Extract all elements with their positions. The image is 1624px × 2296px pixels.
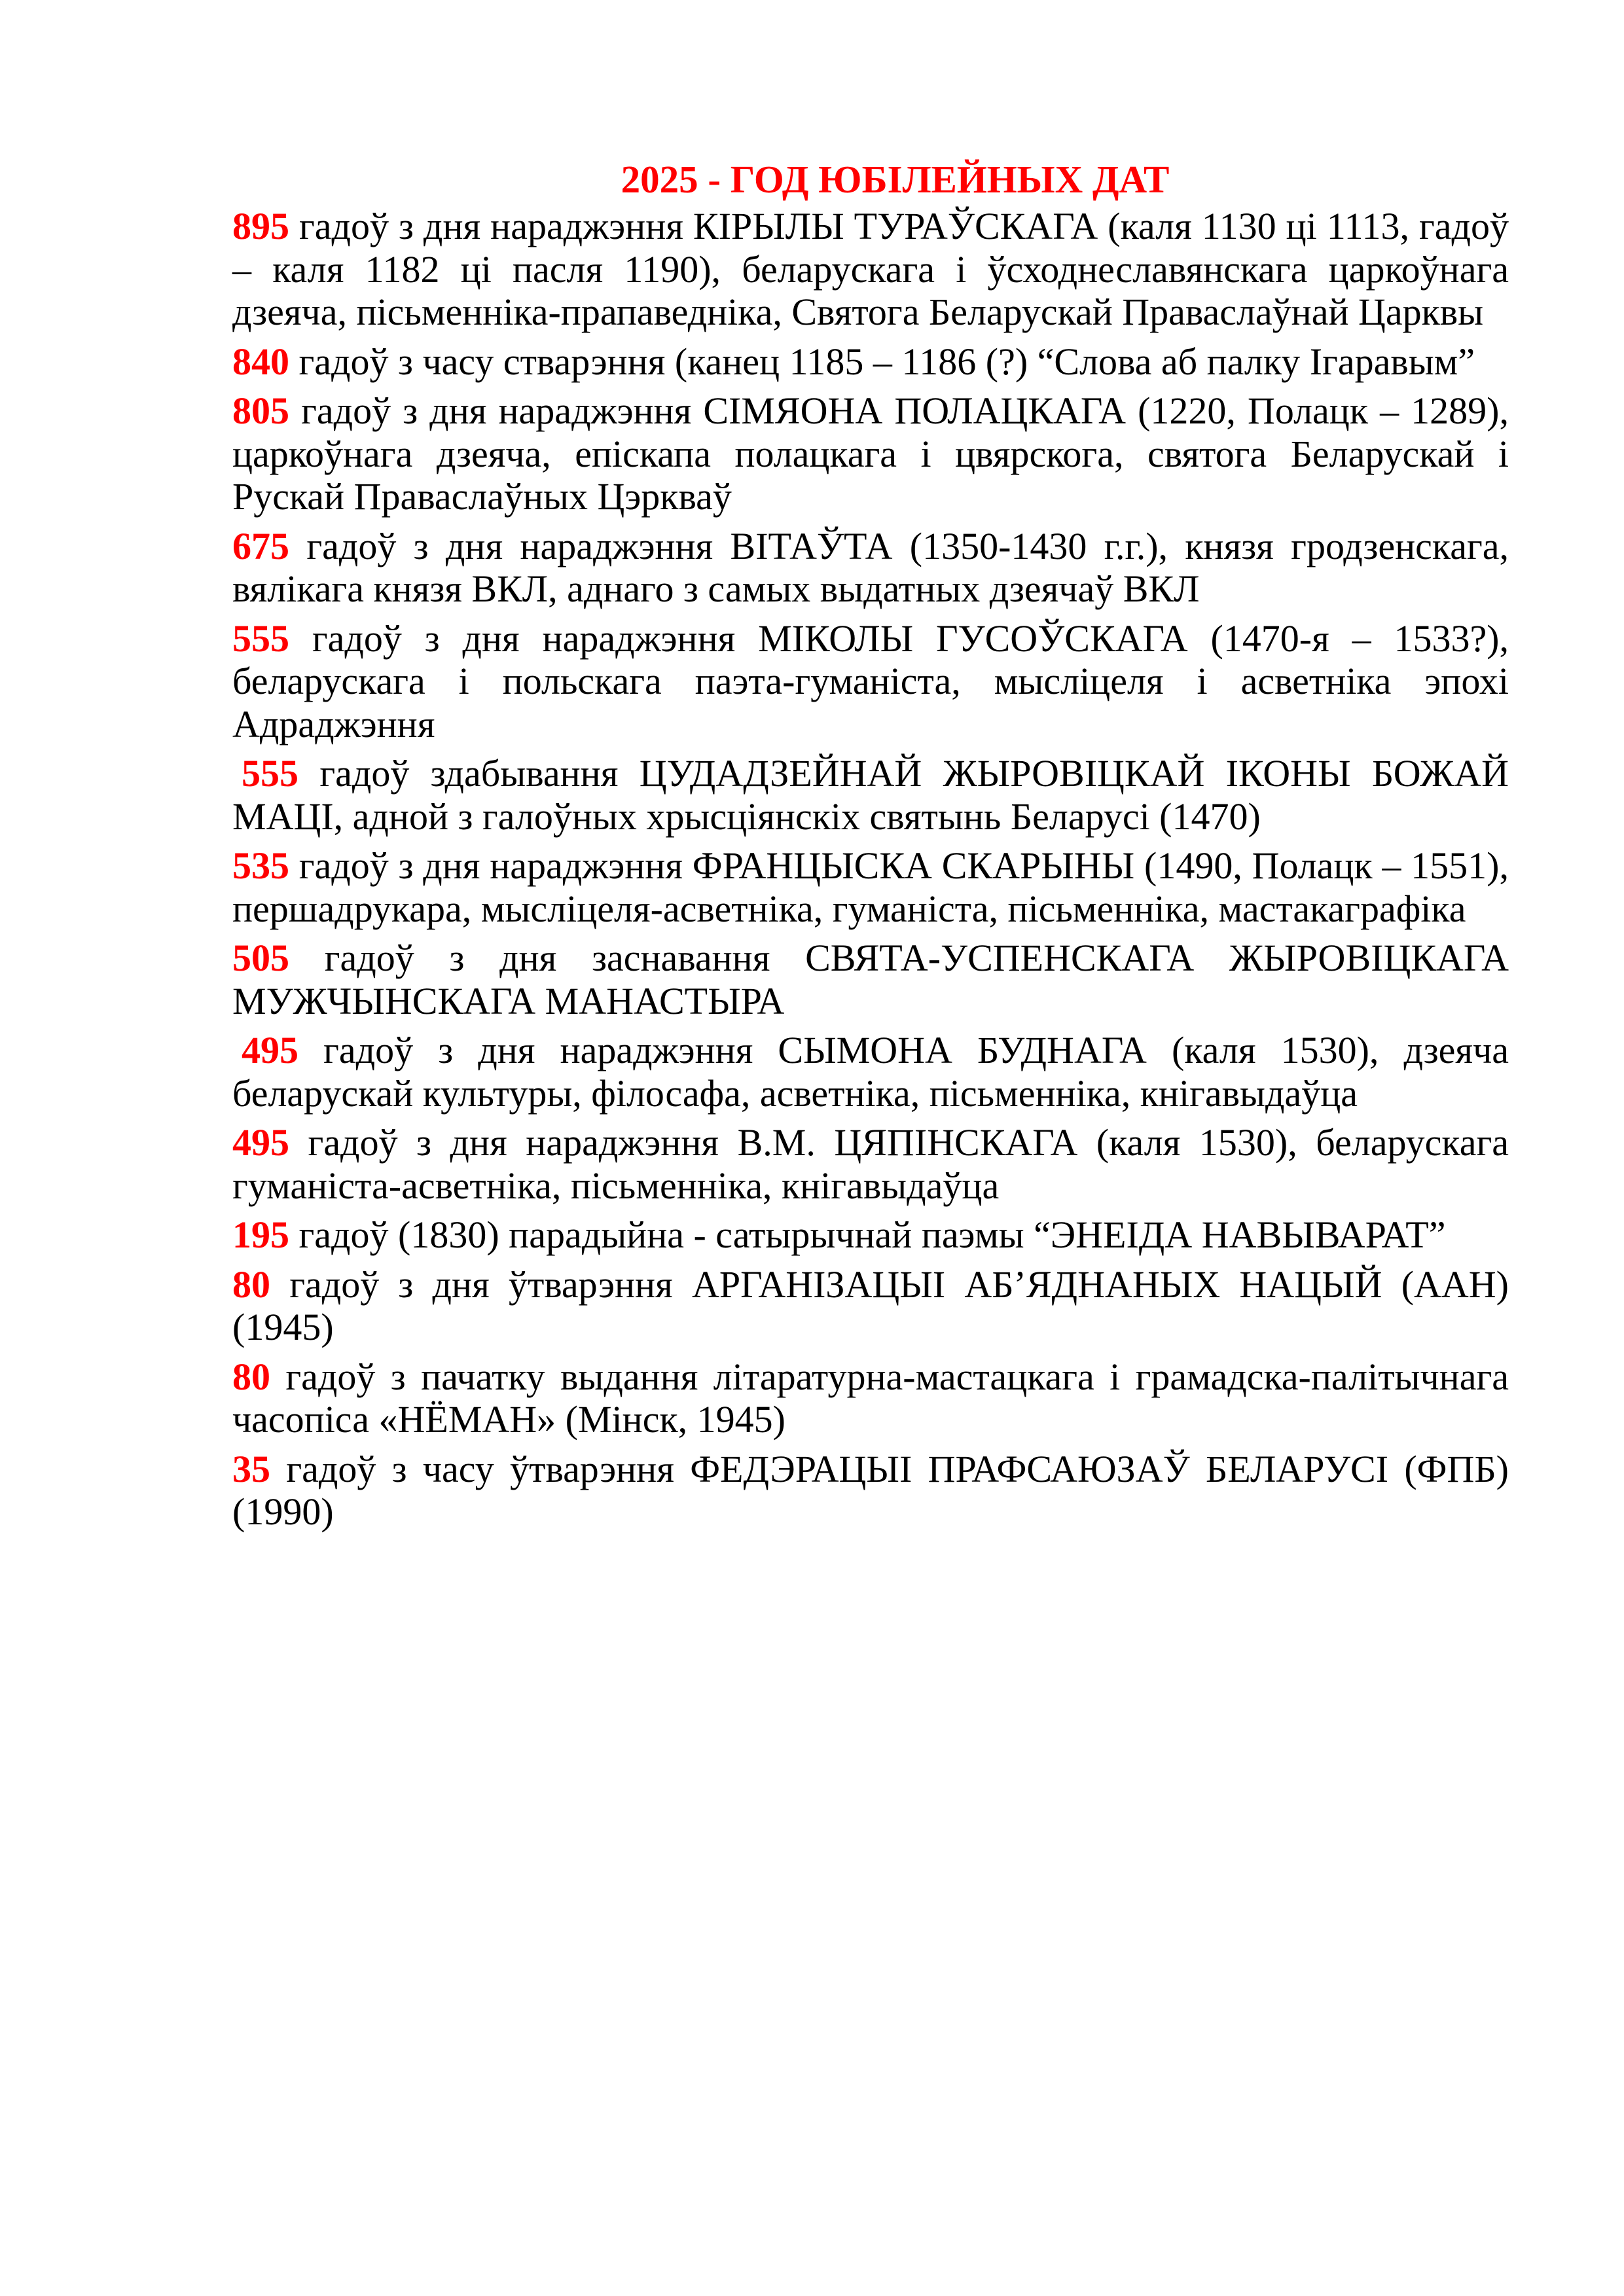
anniversary-number: 80 xyxy=(232,1355,270,1398)
anniversary-text: гадоў з дня нараджэння ФРАНЦЫСКА СКАРЫНЫ (1490, Полацк – 1551), першадрукара, мысліцеля-асветніка, гуманіста, пісьменніка, мастакаграфіка xyxy=(232,844,1509,930)
list-item xyxy=(232,1263,1509,1349)
anniversary-number: 895 xyxy=(232,205,289,247)
anniversary-number: 555 xyxy=(232,617,289,660)
list-item xyxy=(232,752,1509,838)
anniversary-text: гадоў з пачатку выдання літаратурна-мастацкага і грамадска-палітычнага часопіса «НЁМАН» (Мінск, 1945) xyxy=(232,1355,1509,1441)
anniversary-number: 195 xyxy=(232,1213,289,1256)
anniversary-number: 80 xyxy=(232,1263,270,1306)
anniversary-number: 535 xyxy=(232,844,289,887)
list-item xyxy=(232,1213,1509,1257)
list-item xyxy=(232,340,1509,384)
list-item xyxy=(232,205,1509,334)
anniversary-text: гадоў з дня нараджэння В.М. ЦЯПІНСКАГА (каля 1530), беларускага гуманіста-асветніка, пісьменніка, кнігавыдаўца xyxy=(232,1121,1509,1207)
document-page xyxy=(232,154,1509,1540)
anniversary-text: гадоў (1830) парадыйна - сатырычнай паэмы “ЭНЕІДА НАВЫВАРАТ” xyxy=(289,1213,1446,1256)
list-item xyxy=(232,844,1509,930)
anniversary-list xyxy=(232,205,1509,1534)
anniversary-number: 555 xyxy=(242,752,298,795)
anniversary-number: 675 xyxy=(232,524,289,567)
anniversary-text: гадоў з дня нараджэння МІКОЛЫ ГУСОЎСКАГА (1470-я – 1533?), беларускага і польскага паэта-гуманіста, мысліцеля і асветніка эпохі Адраджэння xyxy=(232,617,1509,745)
anniversary-number: 840 xyxy=(232,340,289,383)
anniversary-number: 35 xyxy=(232,1447,270,1490)
anniversary-text: гадоў з дня нараджэння СЫМОНА БУДНАГА (каля 1530), дзеяча беларускай культуры, філосафа, асветніка, пісьменніка, кнігавыдаўца xyxy=(232,1029,1509,1115)
list-item xyxy=(232,1355,1509,1441)
anniversary-text: гадоў з дня нараджэння ВІТАЎТА (1350-1430 г.г.), князя гродзенскага, вялікага князя ВКЛ, аднаго з самых выдатных дзеячаў ВКЛ xyxy=(232,524,1509,610)
anniversary-number: 495 xyxy=(232,1121,289,1164)
list-item xyxy=(232,389,1509,518)
anniversary-number: 495 xyxy=(242,1029,298,1071)
anniversary-text: гадоў з дня заснавання СВЯТА-УСПЕНСКАГА ЖЫРОВІЦКАГА МУЖЧЫНСКАГА МАНАСТЫРА xyxy=(232,937,1509,1022)
list-item xyxy=(232,1121,1509,1207)
anniversary-text: гадоў з часу стварэння (канец 1185 – 1186 (?) “Слова аб палку Ігаравым” xyxy=(289,340,1475,383)
anniversary-number: 505 xyxy=(232,937,289,979)
list-item xyxy=(232,937,1509,1022)
anniversary-text: гадоў з дня нараджэння СІМЯОНА ПОЛАЦКАГА (1220, Полацк – 1289), царкоўнага дзеяча, епіскапа полацкага і цвярскога, святога Беларускай і Рускай Праваслаўных Цэркваў xyxy=(232,389,1509,518)
list-item xyxy=(232,525,1509,611)
anniversary-text: гадоў з дня нараджэння КІРЫЛЫ ТУРАЎСКАГА (каля 1130 ці 1113, гадоў – каля 1182 ці пасля 1190), беларускага і ўсходнеславянскага царкоўнага дзеяча, пісьменніка-прапаведніка, Святога Беларускай Праваслаўнай Царквы xyxy=(232,205,1509,333)
anniversary-number: 805 xyxy=(232,389,289,432)
list-item xyxy=(232,1029,1509,1115)
list-item xyxy=(232,1448,1509,1534)
anniversary-text: гадоў з часу ўтварэння ФЕДЭРАЦЫІ ПРАФСАЮЗАЎ БЕЛАРУСІ (ФПБ) (1990) xyxy=(232,1447,1509,1533)
list-item xyxy=(232,617,1509,746)
anniversary-text: гадоў здабывання ЦУДАДЗЕЙНАЙ ЖЫРОВІЦКАЙ ІКОНЫ БОЖАЙ МАЦІ, адной з галоўных хрысціянскіх святынь Беларусі (1470) xyxy=(232,752,1509,838)
anniversary-text: гадоў з дня ўтварэння АРГАНІЗАЦЫІ АБ’ЯДНАНЫХ НАЦЫЙ (ААН) (1945) xyxy=(232,1263,1509,1348)
document-title: 2025 - ГОД ЮБІЛЕЙНЫХ ДАТ xyxy=(621,158,1170,201)
